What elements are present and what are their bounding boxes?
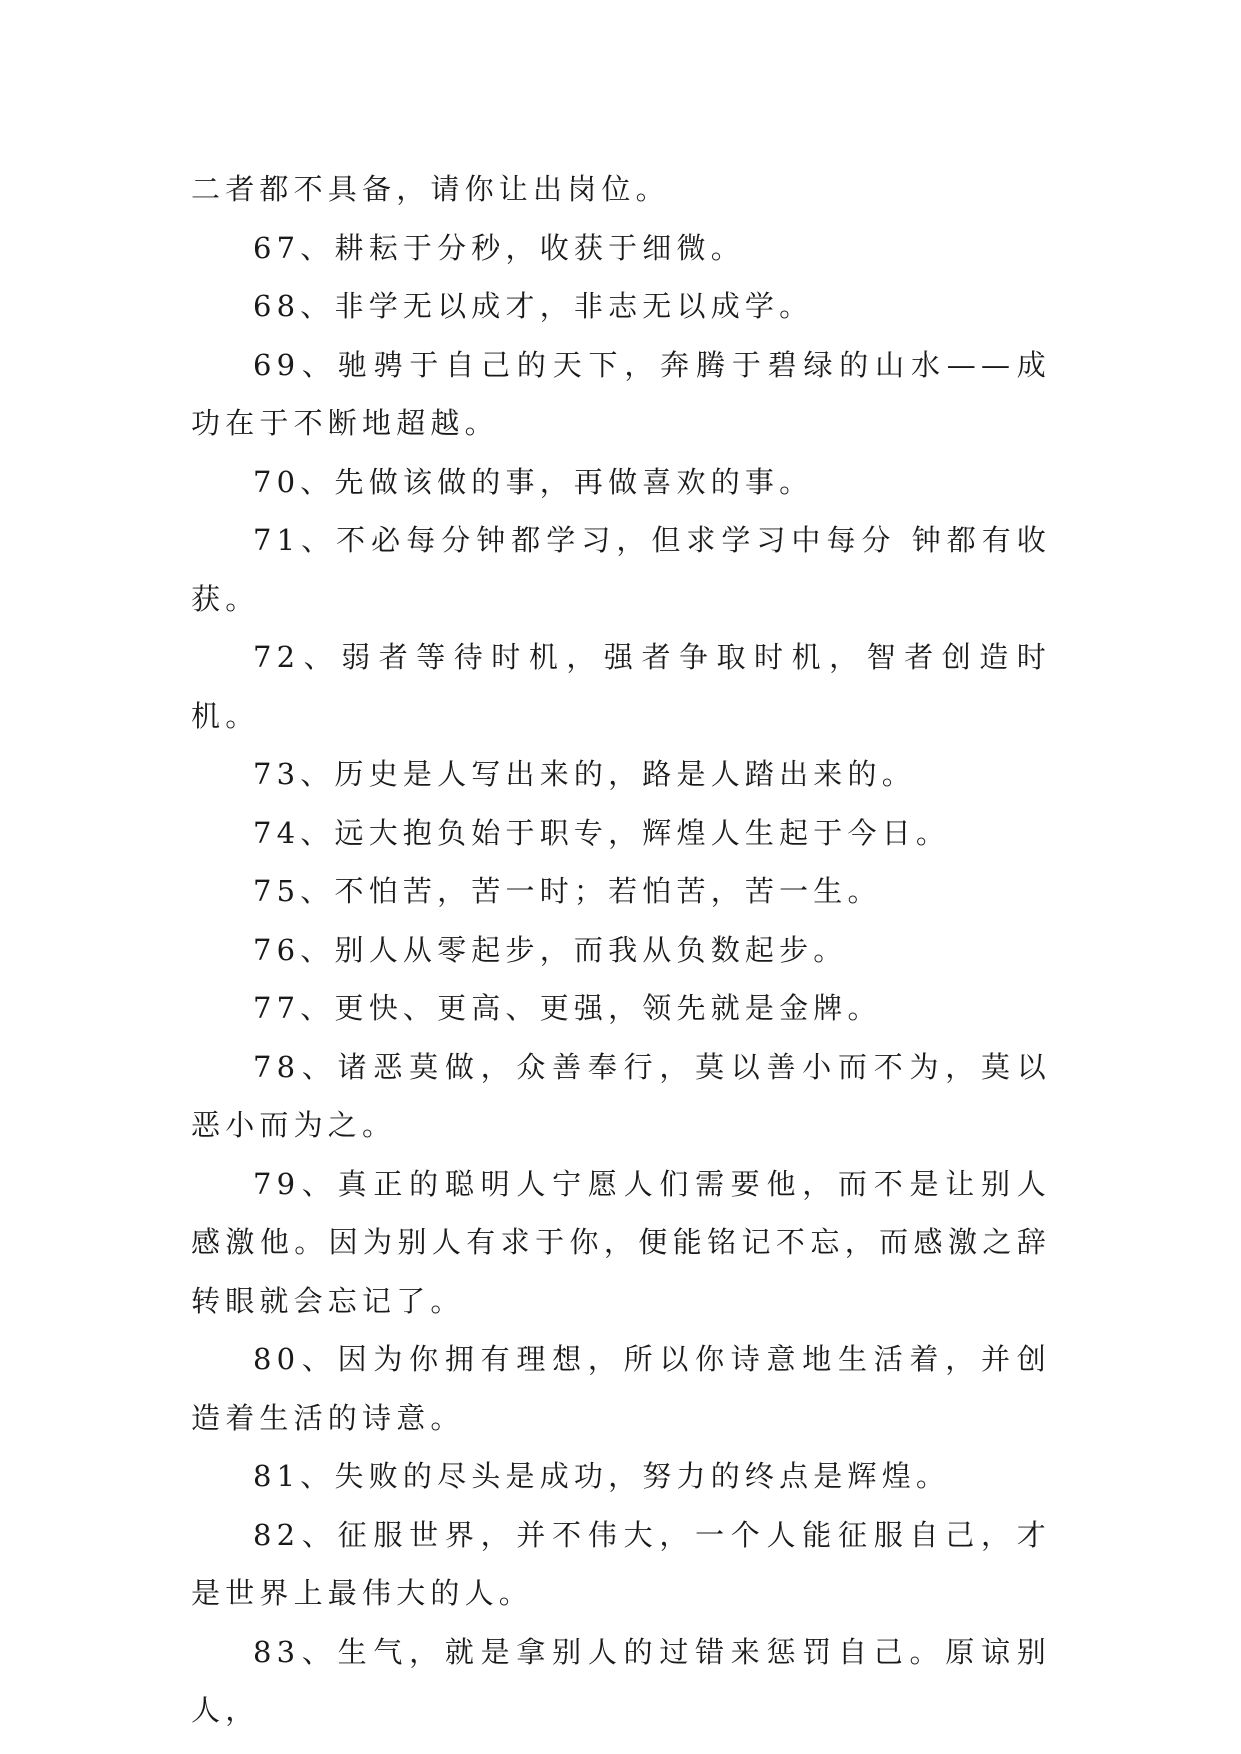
paragraph: 80、因为你拥有理想，所以你诗意地生活着，并创造着生活的诗意。 (191, 1342, 1051, 1435)
paragraph: 75、不怕苦，苦一时；若怕苦，苦一生。 (253, 874, 882, 908)
document-body (191, 160, 1051, 1740)
paragraph: 81、失败的尽头是成功，努力的终点是辉煌。 (253, 1459, 951, 1493)
paragraph: 77、更快、更高、更强，领先就是金牌。 (253, 991, 882, 1025)
paragraph: 72、弱者等待时机，强者争取时机，智者创造时机。 (191, 640, 1051, 733)
paragraph: 76、别人从零起步，而我从负数起步。 (253, 932, 848, 967)
paragraph: 67、耕耘于分秒，收获于细微。 (253, 230, 745, 265)
paragraph: 69、驰骋于自己的天下，奔腾于碧绿的山水——成功在于不断地超越。 (191, 347, 1051, 440)
paragraph: 二者都不具备，请你让出岗位。 (191, 172, 670, 206)
paragraph: 70、先做该做的事，再做喜欢的事。 (253, 464, 814, 499)
paragraph: 82、征服世界，并不伟大，一个人能征服自己，才是世界上最伟大的人。 (191, 1517, 1051, 1610)
paragraph: 74、远大抱负始于职专，辉煌人生起于今日。 (253, 815, 951, 850)
paragraph: 78、诸恶莫做，众善奉行，莫以善小而不为，莫以恶小而为之。 (191, 1049, 1051, 1142)
paragraph: 71、不必每分钟都学习，但求学习中每分 钟都有收获。 (191, 523, 1051, 616)
paragraph: 68、非学无以成才，非志无以成学。 (253, 289, 814, 323)
paragraph: 79、真正的聪明人宁愿人们需要他，而不是让别人感激他。因为别人有求于你，便能铭记不忘，而感激之辞转眼就会忘记了。 (191, 1166, 1051, 1318)
paragraph: 83、生气，就是拿别人的过错来惩罚自己。原谅别人， (191, 1634, 1051, 1727)
paragraph: 73、历史是人写出来的，路是人踏出来的。 (253, 757, 916, 791)
